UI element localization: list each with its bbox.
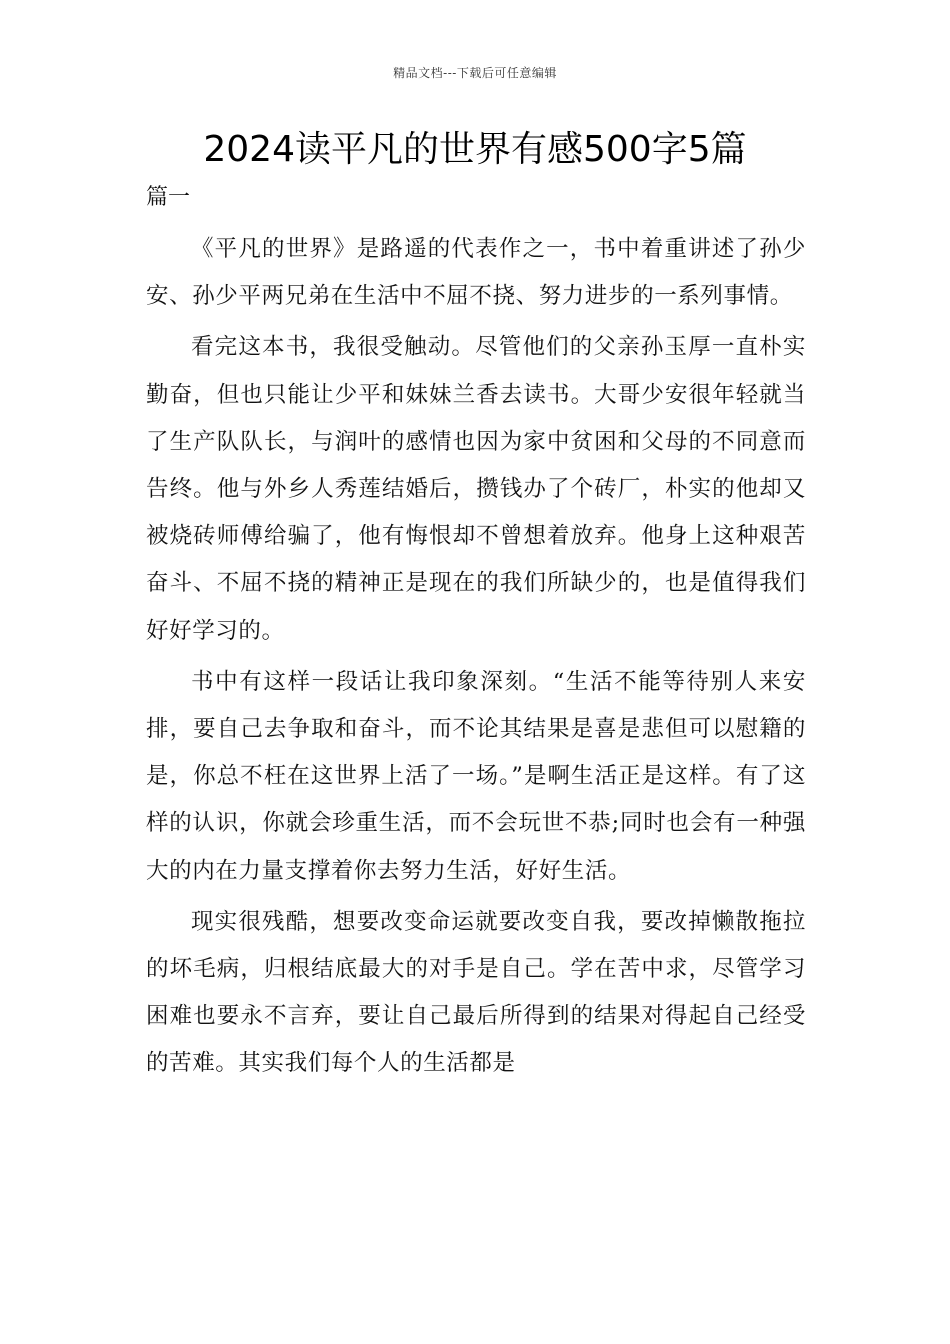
body-text — [146, 226, 806, 1092]
header-note: 精品文档---下载后可任意编辑 — [393, 66, 557, 80]
paragraph: 书中有这样一段话让我印象深刻。“生活不能等待别人来安排，要自己去争取和奋斗，而不论其结果是喜是悲但可以慰籍的是，你总不枉在这世界上活了一场。”是啊生活正是这样。有了这样的认识，你就会珍重生活，而不会玩世不恭;同时也会有一种强大的内在力量支撑着你去努力生活，好好生活。 — [146, 668, 806, 884]
paragraph: 看完这本书，我很受触动。尽管他们的父亲孙玉厚一直朴实勤奋，但也只能让少平和妹妹兰香去读书。大哥少安很年轻就当了生产队队长，与润叶的感情也因为家中贫困和父母的不同意而告终。他与外乡人秀莲结婚后，攒钱办了个砖厂，朴实的他却又被烧砖师傅给骗了，他有悔恨却不曾想着放弃。他身上这种艰苦奋斗、不屈不挠的精神正是现在的我们所缺少的，也是值得我们好好学习的。 — [146, 334, 806, 644]
document-title: 2024读平凡的世界有感500字5篇 — [203, 129, 747, 170]
section-label: 篇一 — [146, 185, 191, 210]
paragraph: 《平凡的世界》是路遥的代表作之一，书中着重讲述了孙少安、孙少平两兄弟在生活中不屈不挠、努力进步的一系列事情。 — [146, 236, 806, 310]
paragraph: 现实很残酷，想要改变命运就要改变自我，要改掉懒散拖拉的坏毛病，归根结底最大的对手是自己。学在苦中求，尽管学习困难也要永不言弃，要让自己最后所得到的结果对得起自己经受的苦难。其实我们每个人的生活都是 — [146, 908, 806, 1077]
